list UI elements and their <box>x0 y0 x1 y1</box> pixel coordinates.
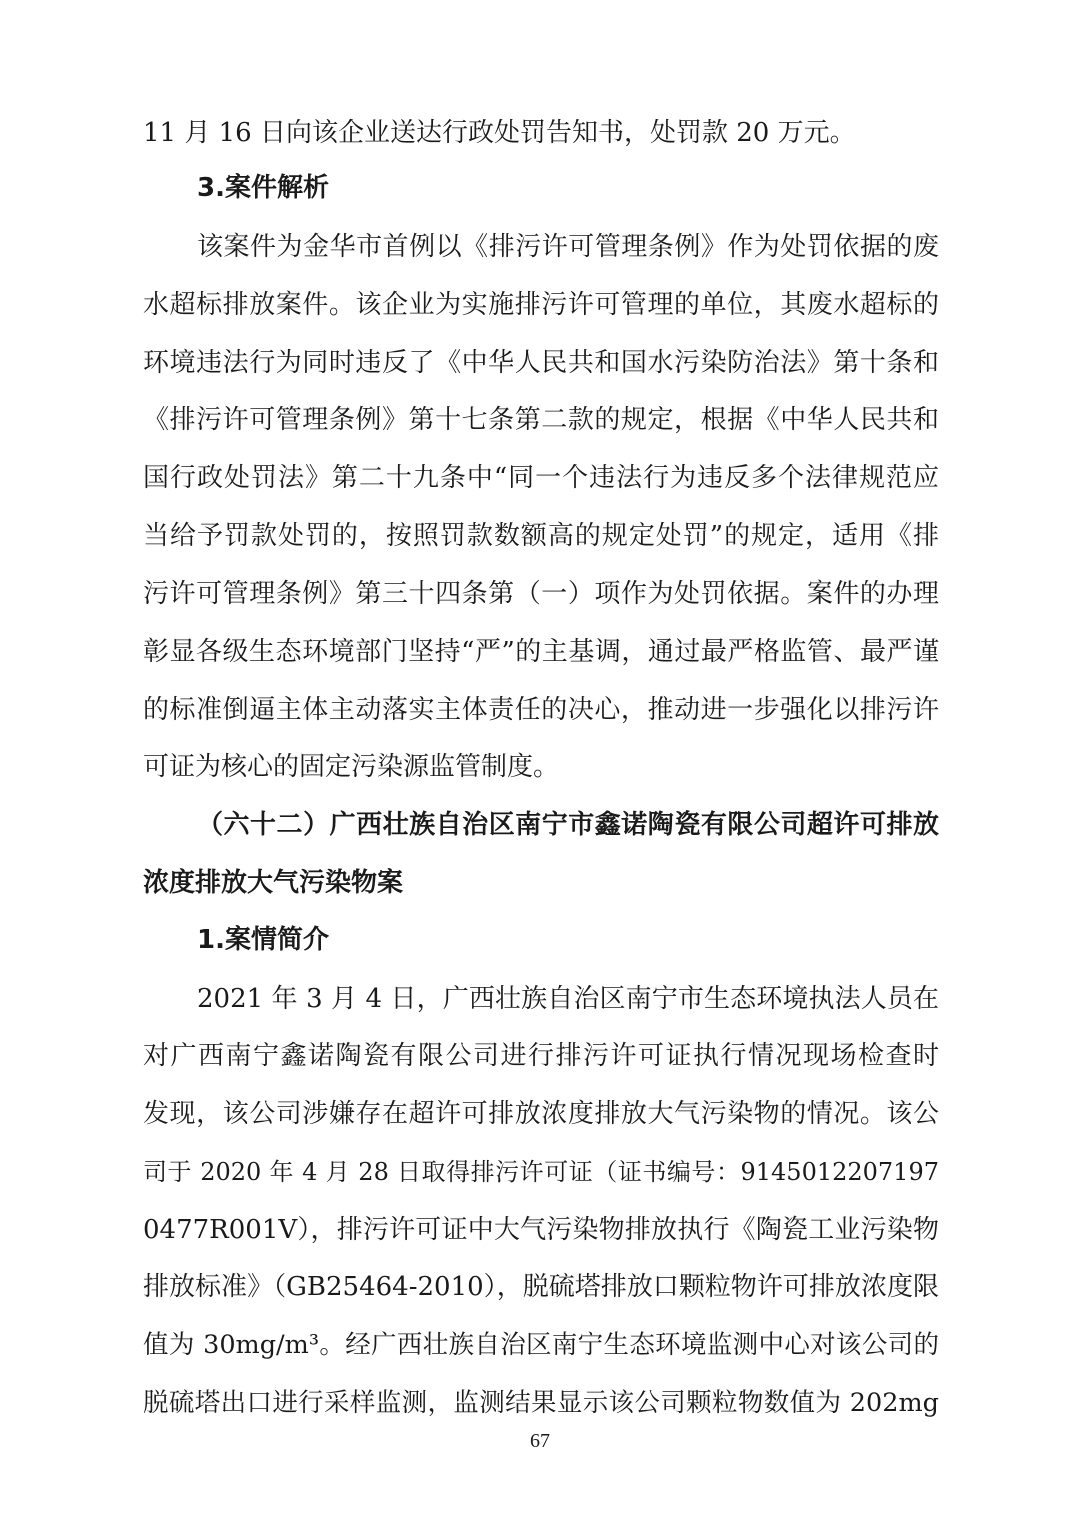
paragraph-line: 脱硫塔出口进行采样监测，监测结果显示该公司颗粒物数值为 202mg <box>143 1388 939 1418</box>
paragraph-line: 水超标排放案件。该企业为实施排污许可管理的单位，其废水超标的 <box>143 290 939 320</box>
paragraph-line: 《排污许可管理条例》第十七条第二款的规定，根据《中华人民共和 <box>143 405 939 435</box>
case-title: （六十二）广西壮族自治区南宁市鑫诺陶瓷有限公司超许可排放 <box>197 810 939 840</box>
paragraph-line: 彰显各级生态环境部门坚持“严”的主基调，通过最严格监管、最严谨 <box>143 637 939 667</box>
page-number: 67 <box>530 1430 550 1452</box>
section-heading-case-summary: 1.案情简介 <box>197 925 329 955</box>
paragraph-line: 值为 30mg/m³。经广西壮族自治区南宁生态环境监测中心对该公司的 <box>143 1330 939 1360</box>
paragraph-line: 环境违法行为同时违反了《中华人民共和国水污染防治法》第十条和 <box>143 348 939 378</box>
paragraph-line: 2021 年 3 月 4 日，广西壮族自治区南宁市生态环境执法人员在 <box>197 984 939 1014</box>
paragraph-line: 可证为核心的固定污染源监管制度。 <box>143 752 560 782</box>
case-title-continued: 浓度排放大气污染物案 <box>143 868 404 898</box>
paragraph-line: 国行政处罚法》第二十九条中“同一个违法行为违反多个法律规范应 <box>143 463 939 493</box>
paragraph-line: 污许可管理条例》第三十四条第（一）项作为处罚依据。案件的办理 <box>143 579 939 609</box>
paragraph-line: 排放标准》（GB25464-2010），脱硫塔排放口颗粒物许可排放浓度限 <box>143 1272 939 1302</box>
paragraph-line: 发现，该公司涉嫌存在超许可排放浓度排放大气污染物的情况。该公 <box>143 1099 939 1129</box>
paragraph-line: 当给予罚款处罚的，按照罚款数额高的规定处罚”的规定，适用《排 <box>143 521 939 551</box>
paragraph-line: 对广西南宁鑫诺陶瓷有限公司进行排污许可证执行情况现场检查时 <box>143 1041 939 1071</box>
section-heading-case-analysis: 3.案件解析 <box>197 173 329 203</box>
paragraph-line: 0477R001V），排污许可证中大气污染物排放执行《陶瓷工业污染物 <box>143 1215 939 1245</box>
paragraph-line: 11 月 16 日向该企业送达行政处罚告知书，处罚款 20 万元。 <box>143 118 856 148</box>
paragraph-line: 司于 2020 年 4 月 28 日取得排污许可证（证书编号：9145012207197 <box>143 1158 939 1186</box>
paragraph-line: 的标准倒逼主体主动落实主体责任的决心，推动进一步强化以排污许 <box>143 695 939 725</box>
paragraph-line: 该案件为金华市首例以《排污许可管理条例》作为处罚依据的废 <box>197 232 939 262</box>
